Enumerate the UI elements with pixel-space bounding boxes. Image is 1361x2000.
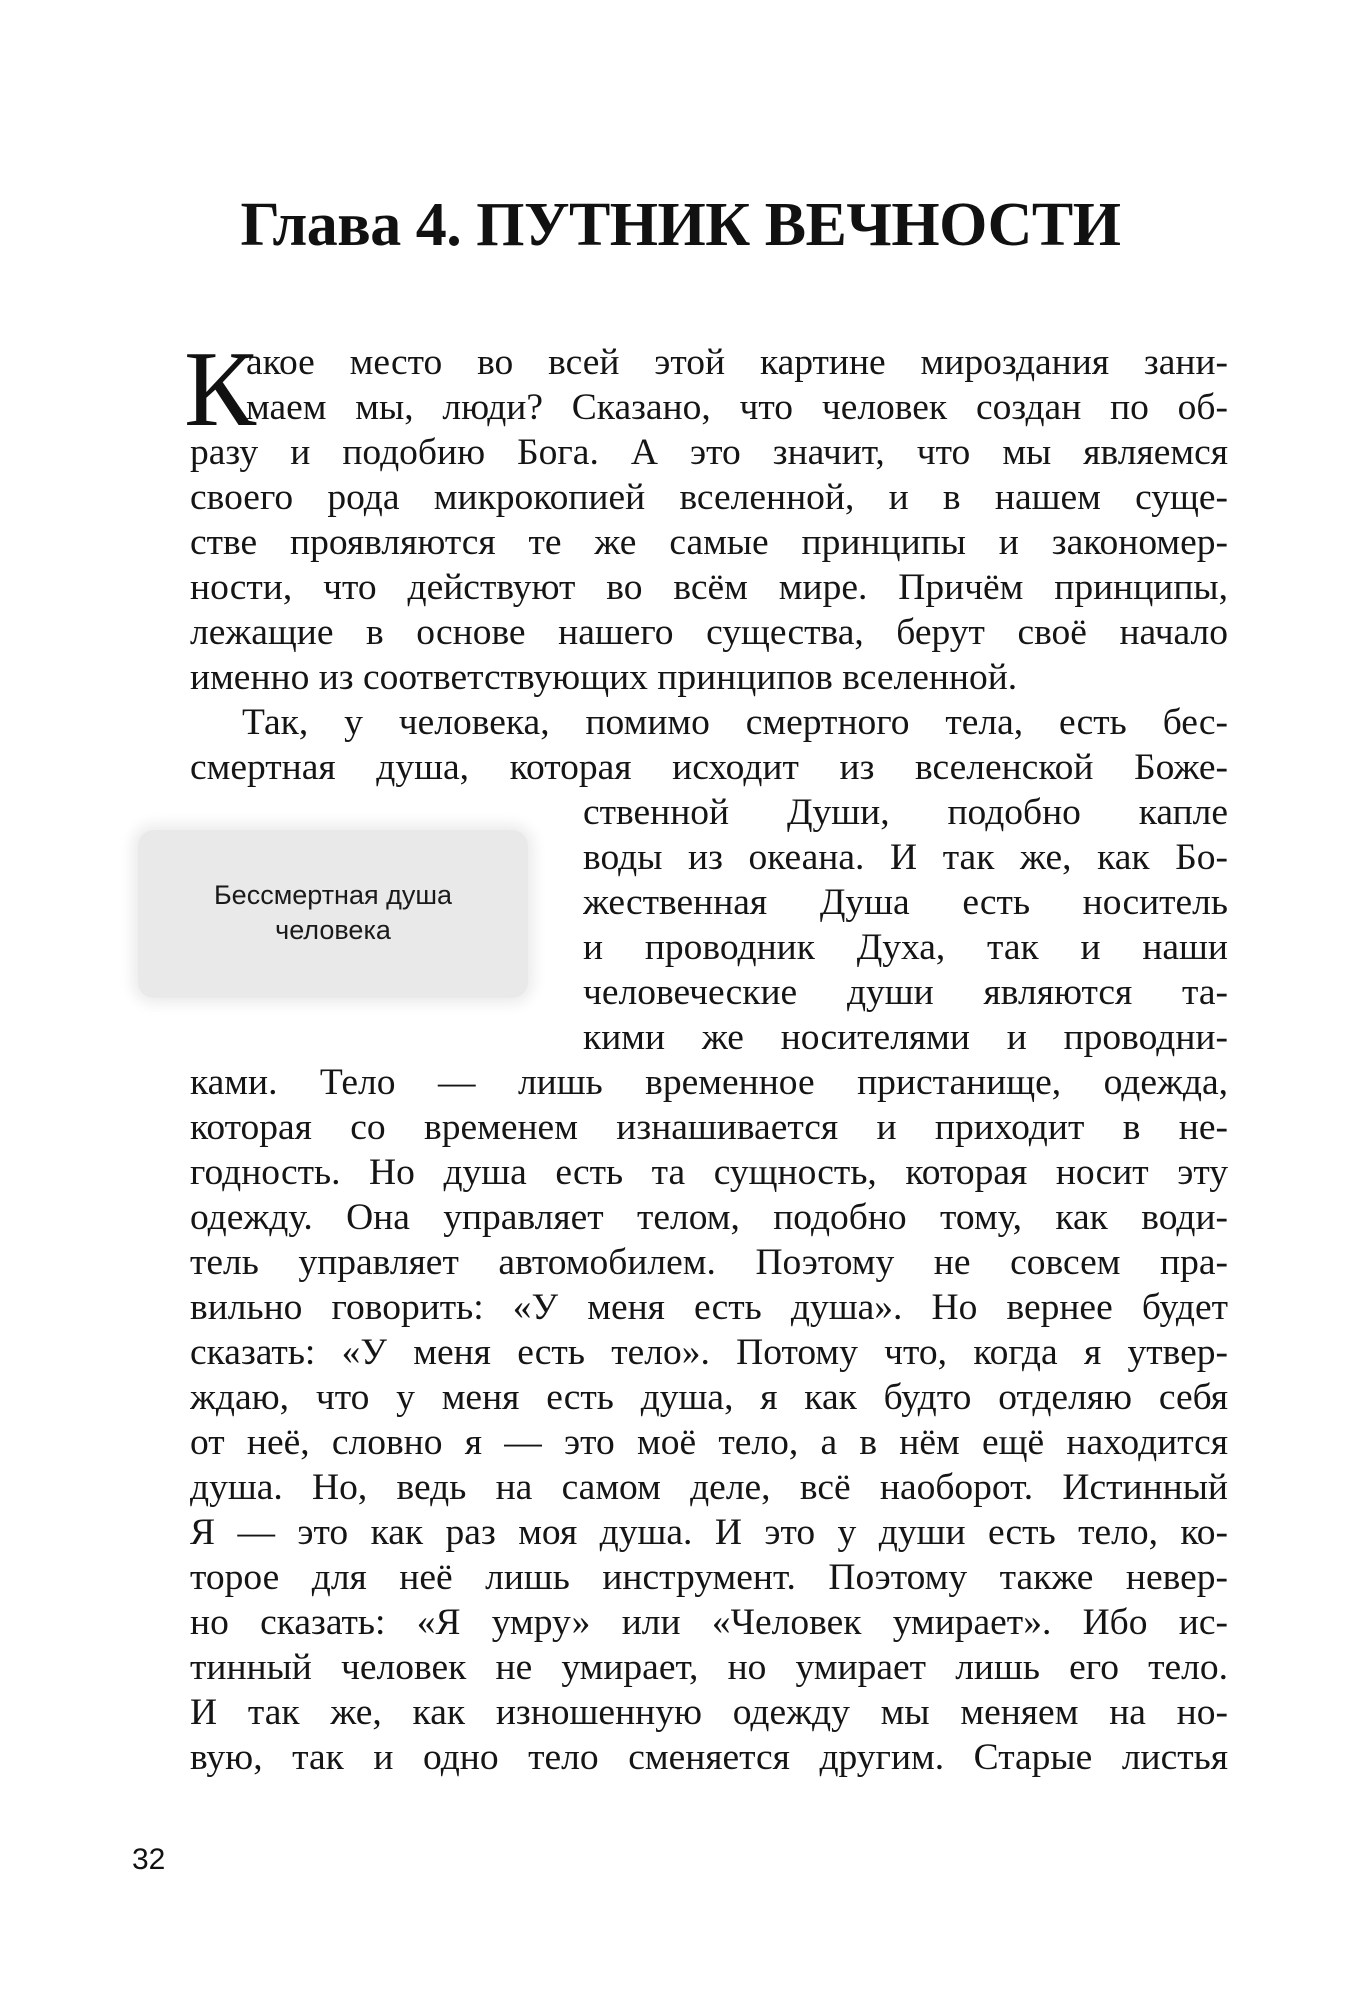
sidebar-line-2: человека [275, 915, 391, 945]
text-line: стве проявляются те же самые принципы и закономер- [190, 522, 1228, 563]
text-line: воды из океана. И так же, как Бо- [583, 837, 1228, 878]
text-line: тинный человек не умирает, но умирает лишь его тело. [190, 1647, 1228, 1688]
text-line: тель управляет автомобилем. Поэтому не совсем пра- [190, 1242, 1228, 1283]
text-line: вильно говорить: «У меня есть душа». Но вернее будет [190, 1287, 1228, 1328]
text-line: именно из соответствующих принципов вселенной. [190, 657, 1018, 698]
drop-cap: К [184, 330, 257, 449]
text-line: ками. Тело — лишь временное пристанище, одежда, [190, 1062, 1228, 1103]
text-line: смертная душа, которая исходит из вселенской Боже- [190, 747, 1228, 788]
text-line: торое для неё лишь инструмент. Поэтому также невер- [190, 1557, 1228, 1598]
text-line: сказать: «У меня есть тело». Потому что, когда я утвер- [190, 1332, 1228, 1373]
text-line: годность. Но душа есть та сущность, которая носит эту [190, 1152, 1228, 1193]
text-line: своего рода микрокопией вселенной, и в нашем суще- [190, 477, 1228, 518]
text-line: но сказать: «Я умру» или «Человек умирает». Ибо ис- [190, 1602, 1228, 1643]
sidebar-line-1: Бессмертная душа [213, 880, 453, 910]
page-number: 32 [132, 1843, 166, 1876]
text-line: ждаю, что у меня есть душа, я как будто отделяю себя [190, 1377, 1228, 1418]
text-line: человеческие души являются та- [583, 972, 1228, 1013]
text-line: душа. Но, ведь на самом деле, всё наоборот. Истинный [190, 1467, 1228, 1508]
text-line: ственной Души, подобно капле [583, 792, 1228, 833]
text-line: И так же, как изношенную одежду мы меняем на но- [190, 1692, 1228, 1733]
text-line: лежащие в основе нашего существа, берут своё начало [190, 612, 1228, 653]
text-line: Так, у человека, помимо смертного тела, есть бес- [242, 702, 1228, 743]
text-line: Я — это как раз моя душа. И это у души есть тело, ко- [190, 1512, 1228, 1553]
text-line: разу и подобию Бога. А это значит, что мы являемся [190, 432, 1228, 473]
text-line: которая со временем изнашивается и приходит в не- [190, 1107, 1228, 1148]
text-line: жественная Душа есть носитель [583, 882, 1228, 923]
text-line: от неё, словно я — это моё тело, а в нём ещё находится [190, 1422, 1228, 1463]
text-line: и проводник Духа, так и наши [583, 927, 1228, 968]
text-line: маем мы, люди? Сказано, что человек создан по об- [246, 387, 1228, 428]
text-line: ности, что действуют во всём мире. Причём принципы, [190, 567, 1228, 608]
chapter-title: Глава 4. ПУТНИК ВЕЧНОСТИ [240, 191, 1121, 259]
text-line: акое место во всей этой картине мироздания зани- [246, 342, 1228, 383]
text-line: кими же носителями и проводни- [583, 1017, 1228, 1058]
text-line: вую, так и одно тело сменяется другим. Старые листья [190, 1737, 1228, 1778]
sidebar-callout-text [138, 878, 528, 948]
text-line: одежду. Она управляет телом, подобно тому, как води- [190, 1197, 1228, 1238]
